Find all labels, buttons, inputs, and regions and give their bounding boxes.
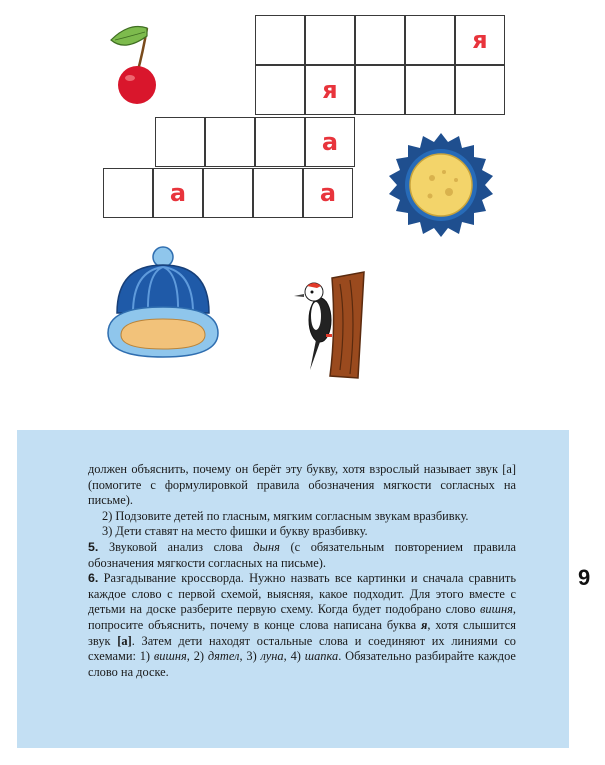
note-paragraph-1: должен объяснить, почему он берёт эту букву, хотя взрослый называет звук [а] (помогите с формулировкой правила обозначения мягкости согласных на письме). (88, 462, 516, 508)
crossword-cell: а (303, 168, 353, 218)
note-word: дыня (253, 539, 280, 554)
note-word: шапка (304, 649, 339, 664)
note-text-run: , хотя слышится звук (88, 617, 516, 648)
woodpecker-icon (290, 270, 370, 380)
note-text-run: , 4) (283, 649, 301, 664)
moon-icon (386, 130, 496, 240)
crossword-cell: я (455, 15, 505, 65)
note-word: вишня (153, 649, 187, 664)
note-letter: я (421, 617, 428, 632)
note-text-run: , 3) (239, 649, 257, 664)
note-text-run: , 2) (186, 649, 205, 664)
note-word: луна (260, 649, 284, 664)
note-word: дятел (207, 649, 240, 664)
item-number: 6. (88, 571, 99, 586)
note-text-run: Разгадывание кроссворда. Нужно назвать все картинки и сначала сравнить каждое слово с первой схемой, выясняя, какое подходит. Для этого вместе с детьми на доске разберите первую схему. Когда будет подобрано слово (88, 571, 516, 617)
crossword-cell (355, 15, 405, 65)
crossword-cell: а (305, 117, 355, 167)
crossword-cell (355, 65, 405, 115)
page-number: 9 (578, 565, 591, 590)
note-text-run: , попросите объяснить, почему в конце слова написана буква (88, 602, 516, 632)
note-paragraph-2: 2) Подзовите детей по гласным, мягким согласным звукам вразбивку. (102, 508, 469, 523)
note-text-run: Звуковой анализ слова (108, 539, 243, 554)
crossword-cell (205, 117, 255, 167)
note-text-run: (с обязательным повторением правила обозначения мягкости согласных на письме). (88, 539, 516, 570)
crossword-cell (155, 117, 205, 167)
crossword-cell (255, 117, 305, 167)
note-paragraph-3: 3) Дети ставят на место фишки и букву вразбивку. (102, 524, 368, 539)
crossword-cell (405, 15, 455, 65)
hat-icon (103, 245, 223, 363)
crossword-cell (253, 168, 303, 218)
crossword-cell (255, 65, 305, 115)
crossword-cell (405, 65, 455, 115)
crossword-cell (255, 15, 305, 65)
item-number: 5. (88, 539, 99, 554)
crossword-cell (103, 168, 153, 218)
cherry-icon (103, 22, 168, 107)
note-paragraph-5 (88, 571, 516, 680)
note-text (88, 462, 516, 680)
note-text-run: . Обязательно разбирайте каждое слово на доске. (88, 649, 516, 679)
crossword-cell (203, 168, 253, 218)
note-sound: [а] (117, 633, 132, 648)
note-paragraph-4 (88, 540, 516, 571)
crossword-cell: я (305, 65, 355, 115)
crossword-cell: а (153, 168, 203, 218)
crossword-cell (305, 15, 355, 65)
crossword-cell (455, 65, 505, 115)
note-text-run: . Затем дети находят остальные слова и соединяют их линиями со схемами: 1) (88, 633, 516, 664)
note-word: вишня (480, 602, 513, 617)
